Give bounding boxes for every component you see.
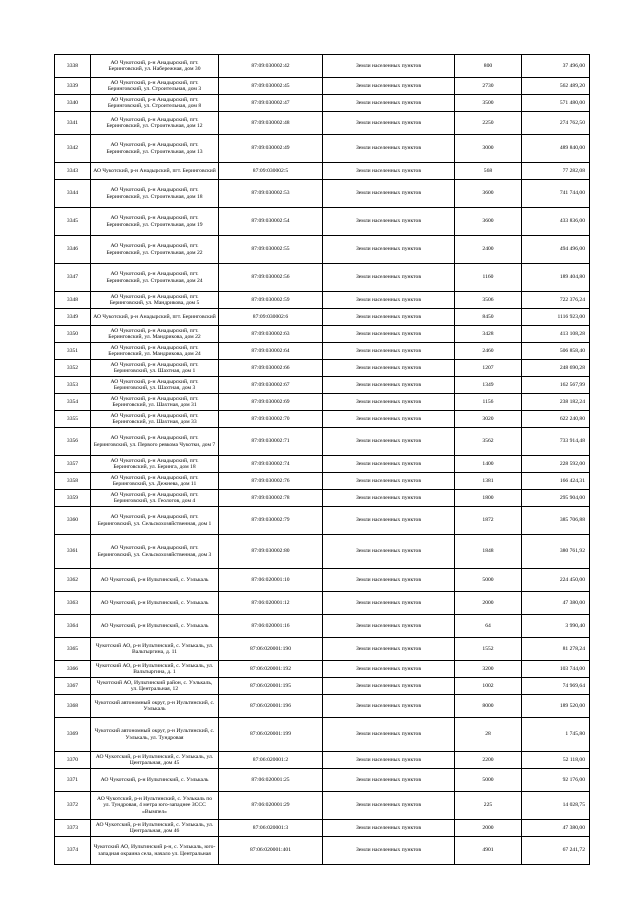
address-cell: АО Чукотский, р-н Анадырский, пгт. Беринговский, ул. Мандрикова, дом 24 (91, 343, 219, 360)
address-cell: Чукотский автономный округ, р-н Иультинский, с. Уэлькаль, ул. Тундровая (91, 718, 219, 752)
cadastral-value-cell: 741 744,00 (522, 180, 590, 208)
land-category-cell: Земли населенных пунктов (323, 163, 455, 180)
cadastral-value-cell: 1116 923,00 (522, 309, 590, 326)
table-row (55, 473, 590, 490)
address-cell: АО Чукотский, р-н Анадырский, пгт. Беринговский (91, 163, 219, 180)
address-cell: АО Чукотский, р-н Анадырский, пгт. Беринговский, ул. Строительная, дом 3 (91, 78, 219, 95)
row-number: 3348 (55, 292, 91, 309)
area-cell: 568 (455, 163, 522, 180)
address-cell: АО Чукотский, р-н Анадырский, пгт. Беринговский, ул. Беринга, дом 18 (91, 456, 219, 473)
row-number: 3371 (55, 769, 91, 792)
row-number: 3363 (55, 592, 91, 615)
cadastral-value-cell: 37 496,00 (522, 55, 590, 78)
cadastral-value-cell: 385 706,88 (522, 507, 590, 535)
cadastral-number-cell: 87:09:030002:71 (219, 428, 323, 456)
land-category-cell: Земли населенных пунктов (323, 377, 455, 394)
row-number: 3357 (55, 456, 91, 473)
cadastral-value-cell: 67 241,72 (522, 837, 590, 865)
cadastral-value-cell: 413 108,28 (522, 326, 590, 343)
row-number: 3355 (55, 411, 91, 428)
land-category-cell: Земли населенных пунктов (323, 678, 455, 695)
land-category-cell: Земли населенных пунктов (323, 473, 455, 490)
address-cell: АО Чукотский, р-н Анадырский, пгт. Беринговский (91, 309, 219, 326)
address-cell: Чукотский АО, р-н Иультинский, с. Уэлькаль, ул. Вальтыргина, д. 11 (91, 638, 219, 661)
cadastral-value-cell: 274 762,50 (522, 112, 590, 135)
cadastral-number-cell: 87:09:030002:64 (219, 343, 323, 360)
row-number: 3365 (55, 638, 91, 661)
table-row (55, 180, 590, 208)
cadastral-number-cell: 87:09:030002:74 (219, 456, 323, 473)
cadastral-value-cell: 228 592,00 (522, 456, 590, 473)
area-cell: 2460 (455, 343, 522, 360)
row-number: 3347 (55, 264, 91, 292)
row-number: 3360 (55, 507, 91, 535)
land-category-cell: Земли населенных пунктов (323, 394, 455, 411)
land-category-cell: Земли населенных пунктов (323, 180, 455, 208)
address-cell: Чукотский АО, Иультинский р-н, с. Уэлькаль, юго-западная окраина села, начало ул. Центральная (91, 837, 219, 865)
area-cell: 3428 (455, 326, 522, 343)
row-number: 3351 (55, 343, 91, 360)
cadastral-number-cell: 87:09:030002:69 (219, 394, 323, 411)
cadastral-number-cell: 87:09:030002:76 (219, 473, 323, 490)
cadastral-value-cell: 622 240,80 (522, 411, 590, 428)
address-cell: АО Чукотский, р-н Анадырский, пгт. Беринговский, ул. Шахтная, дом 1 (91, 360, 219, 377)
area-cell: 1002 (455, 678, 522, 695)
table-row (55, 535, 590, 569)
area-cell: 8450 (455, 309, 522, 326)
area-cell: 1872 (455, 507, 522, 535)
address-cell: АО Чукотский, р-н Иультинский, с. Уэлькаль, ул. Центральная, дом 46 (91, 820, 219, 837)
cadastral-value-cell: 162 567,99 (522, 377, 590, 394)
row-number: 3349 (55, 309, 91, 326)
cadastral-number-cell: 87:09:030002:59 (219, 292, 323, 309)
cadastral-value-cell: 47 380,00 (522, 592, 590, 615)
cadastral-number-cell: 87:09:030002:80 (219, 535, 323, 569)
cadastral-number-cell: 87:09:030002:55 (219, 236, 323, 264)
area-cell: 3600 (455, 208, 522, 236)
cadastral-value-cell: 224 450,00 (522, 569, 590, 592)
area-cell: 3200 (455, 661, 522, 678)
address-cell: АО Чукотский, р-н Анадырский, пгт. Беринговский, ул. Строительная, дом 19 (91, 208, 219, 236)
cadastral-number-cell: 87:06:020001:192 (219, 661, 323, 678)
land-category-cell: Земли населенных пунктов (323, 792, 455, 820)
cadastral-number-cell: 87:06:020001:196 (219, 695, 323, 718)
land-category-cell: Земли населенных пунктов (323, 535, 455, 569)
cadastral-number-cell: 87:09:030002:47 (219, 95, 323, 112)
cadastral-value-cell: 74 969,64 (522, 678, 590, 695)
table-row (55, 163, 590, 180)
cadastral-value-cell: 380 761,92 (522, 535, 590, 569)
cadastral-value-cell: 433 836,00 (522, 208, 590, 236)
land-category-cell: Земли населенных пунктов (323, 661, 455, 678)
land-category-cell: Земли населенных пунктов (323, 769, 455, 792)
table-row (55, 343, 590, 360)
cadastral-number-cell: 87:09:030002:66 (219, 360, 323, 377)
row-number: 3344 (55, 180, 91, 208)
address-cell: АО Чукотский, р-н Анадырский, пгт. Беринговский, ул. Строительная, дом 22 (91, 236, 219, 264)
cadastral-value-cell: 733 914,48 (522, 428, 590, 456)
area-cell: 1400 (455, 456, 522, 473)
address-cell: АО Чукотский, р-н Анадырский, пгт. Беринговский, ул. Шахтная, дом 31 (91, 394, 219, 411)
land-category-cell: Земли населенных пунктов (323, 135, 455, 163)
land-category-cell: Земли населенных пунктов (323, 837, 455, 865)
area-cell: 5000 (455, 769, 522, 792)
table-row (55, 236, 590, 264)
cadastral-value-cell: 295 904,00 (522, 490, 590, 507)
row-number: 3354 (55, 394, 91, 411)
land-category-cell: Земли населенных пунктов (323, 264, 455, 292)
land-category-cell: Земли населенных пунктов (323, 95, 455, 112)
cadastral-number-cell: 87:09:030002:45 (219, 78, 323, 95)
cadastral-value-cell: 92 176,00 (522, 769, 590, 792)
row-number: 3345 (55, 208, 91, 236)
row-number: 3346 (55, 236, 91, 264)
table-row (55, 112, 590, 135)
cadastral-number-cell: 87:09:030002:53 (219, 180, 323, 208)
cadastral-number-cell: 87:09:030002:48 (219, 112, 323, 135)
cadastral-value-cell: 489 840,00 (522, 135, 590, 163)
cadastral-number-cell: 87:06:020001:199 (219, 718, 323, 752)
cadastral-number-cell: 87:06:020001:195 (219, 678, 323, 695)
area-cell: 3020 (455, 411, 522, 428)
table-row (55, 292, 590, 309)
area-cell: 5000 (455, 569, 522, 592)
address-cell: АО Чукотский, р-н Анадырский, пгт. Беринговский, ул. Строительная, дом 12 (91, 112, 219, 135)
land-category-cell: Земли населенных пунктов (323, 752, 455, 769)
land-category-cell: Земли населенных пунктов (323, 615, 455, 638)
table-body (55, 55, 590, 865)
cadastral-value-cell: 47 380,00 (522, 820, 590, 837)
row-number: 3369 (55, 718, 91, 752)
table-row (55, 507, 590, 535)
row-number: 3358 (55, 473, 91, 490)
table-row (55, 592, 590, 615)
area-cell: 2250 (455, 112, 522, 135)
row-number: 3356 (55, 428, 91, 456)
row-number: 3340 (55, 95, 91, 112)
land-category-cell: Земли населенных пунктов (323, 507, 455, 535)
cadastral-number-cell: 87:06:020001:3 (219, 820, 323, 837)
area-cell: 3600 (455, 180, 522, 208)
area-cell: 1160 (455, 264, 522, 292)
address-cell: АО Чукотский, р-н Анадырский, пгт. Беринговский, ул. Сельскохозяйственная, дом 1 (91, 507, 219, 535)
row-number: 3342 (55, 135, 91, 163)
table-row (55, 208, 590, 236)
cadastral-value-cell: 562 489,20 (522, 78, 590, 95)
land-plots-table (54, 54, 590, 865)
table-row (55, 678, 590, 695)
cadastral-value-cell: 506 858,40 (522, 343, 590, 360)
address-cell: АО Чукотский, р-н Иультинский, с. Уэлькаль (91, 615, 219, 638)
address-cell: АО Чукотский, р-н Анадырский, пгт. Беринговский, ул. Дежнева, дом 11 (91, 473, 219, 490)
address-cell: АО Чукотский, р-н Анадырский, пгт. Беринговский, ул. Геологов, дом 4 (91, 490, 219, 507)
land-category-cell: Земли населенных пунктов (323, 428, 455, 456)
area-cell: 3506 (455, 292, 522, 309)
land-category-cell: Земли населенных пунктов (323, 360, 455, 377)
cadastral-value-cell: 248 690,28 (522, 360, 590, 377)
address-cell: АО Чукотский, р-н Анадырский, пгт. Беринговский, ул. Строительная, дом 24 (91, 264, 219, 292)
row-number: 3366 (55, 661, 91, 678)
area-cell: 1156 (455, 394, 522, 411)
address-cell: Чукотский АО, р-н Иультинский, с. Уэлькаль, ул. Вальтыргина, д. 1 (91, 661, 219, 678)
cadastral-number-cell: 87:06:020001:401 (219, 837, 323, 865)
land-category-cell: Земли населенных пунктов (323, 638, 455, 661)
cadastral-number-cell: 87:09:030002:67 (219, 377, 323, 394)
cadastral-number-cell: 87:09:030002:56 (219, 264, 323, 292)
row-number: 3338 (55, 55, 91, 78)
document-page (54, 54, 589, 865)
row-number: 3343 (55, 163, 91, 180)
table-row (55, 55, 590, 78)
cadastral-value-cell: 103 744,00 (522, 661, 590, 678)
table-row (55, 695, 590, 718)
area-cell: 1800 (455, 490, 522, 507)
table-row (55, 490, 590, 507)
area-cell: 1552 (455, 638, 522, 661)
land-category-cell: Земли населенных пунктов (323, 55, 455, 78)
cadastral-value-cell: 494 496,00 (522, 236, 590, 264)
area-cell: 2000 (455, 820, 522, 837)
table-row (55, 638, 590, 661)
cadastral-value-cell: 571 480,00 (522, 95, 590, 112)
table-row (55, 360, 590, 377)
table-row (55, 718, 590, 752)
cadastral-value-cell: 189 404,80 (522, 264, 590, 292)
land-category-cell: Земли населенных пунктов (323, 592, 455, 615)
cadastral-number-cell: 87:09:030002:5 (219, 163, 323, 180)
cadastral-number-cell: 87:09:030002:63 (219, 326, 323, 343)
table-row (55, 456, 590, 473)
land-category-cell: Земли населенных пунктов (323, 78, 455, 95)
land-category-cell: Земли населенных пунктов (323, 411, 455, 428)
land-category-cell: Земли населенных пунктов (323, 456, 455, 473)
row-number: 3341 (55, 112, 91, 135)
area-cell: 2730 (455, 78, 522, 95)
cadastral-number-cell: 87:06:020001:2 (219, 752, 323, 769)
cadastral-number-cell: 87:09:030002:70 (219, 411, 323, 428)
cadastral-value-cell: 189 520,00 (522, 695, 590, 718)
row-number: 3367 (55, 678, 91, 695)
cadastral-number-cell: 87:06:020001:16 (219, 615, 323, 638)
cadastral-value-cell: 238 182,24 (522, 394, 590, 411)
row-number: 3364 (55, 615, 91, 638)
land-category-cell: Земли населенных пунктов (323, 490, 455, 507)
table-row (55, 792, 590, 820)
row-number: 3368 (55, 695, 91, 718)
area-cell: 28 (455, 718, 522, 752)
address-cell: Чукотский АО, Иультинский район, с. Уэлькаль, ул. Центральная, 12 (91, 678, 219, 695)
row-number: 3372 (55, 792, 91, 820)
area-cell: 8000 (455, 695, 522, 718)
cadastral-number-cell: 87:06:020001:29 (219, 792, 323, 820)
row-number: 3362 (55, 569, 91, 592)
area-cell: 3562 (455, 428, 522, 456)
cadastral-value-cell: 3 990,40 (522, 615, 590, 638)
address-cell: АО Чукотский, р-н Анадырский, пгт. Беринговский, ул. Мандрикова, дом 22 (91, 326, 219, 343)
cadastral-number-cell: 87:06:020001:25 (219, 769, 323, 792)
row-number: 3359 (55, 490, 91, 507)
table-row (55, 78, 590, 95)
address-cell: АО Чукотский, р-н Анадырский, пгт. Беринговский, ул. Сельскохозяйственная, дом 3 (91, 535, 219, 569)
cadastral-number-cell: 87:09:030002:78 (219, 490, 323, 507)
cadastral-value-cell: 52 118,00 (522, 752, 590, 769)
area-cell: 2400 (455, 236, 522, 264)
address-cell: АО Чукотский, р-н Анадырский, пгт. Беринговский, ул. Строительная, дом 8 (91, 95, 219, 112)
address-cell: АО Чукотский, р-н Анадырский, пгт. Беринговский, ул. Строительная, дом 13 (91, 135, 219, 163)
row-number: 3353 (55, 377, 91, 394)
area-cell: 4901 (455, 837, 522, 865)
land-category-cell: Земли населенных пунктов (323, 292, 455, 309)
table-row (55, 411, 590, 428)
area-cell: 800 (455, 55, 522, 78)
table-row (55, 820, 590, 837)
table-row (55, 661, 590, 678)
row-number: 3373 (55, 820, 91, 837)
table-row (55, 769, 590, 792)
cadastral-value-cell: 81 278,24 (522, 638, 590, 661)
address-cell: АО Чукотский, р-н Иультинский, с. Уэлькаль (91, 569, 219, 592)
land-category-cell: Земли населенных пунктов (323, 569, 455, 592)
table-row (55, 837, 590, 865)
area-cell: 2000 (455, 592, 522, 615)
cadastral-number-cell: 87:09:030002:79 (219, 507, 323, 535)
table-row (55, 135, 590, 163)
cadastral-number-cell: 87:06:020001:190 (219, 638, 323, 661)
land-category-cell: Земли населенных пунктов (323, 718, 455, 752)
cadastral-value-cell: 14 028,75 (522, 792, 590, 820)
land-category-cell: Земли населенных пунктов (323, 326, 455, 343)
address-cell: АО Чукотский, р-н Анадырский, пгт. Беринговский, ул. Набережная, дом 30 (91, 55, 219, 78)
address-cell: АО Чукотский, р-н Анадырский, пгт. Беринговский, ул. Шахтная, дом 33 (91, 411, 219, 428)
area-cell: 1349 (455, 377, 522, 394)
cadastral-number-cell: 87:09:030002:6 (219, 309, 323, 326)
cadastral-number-cell: 87:09:030002:42 (219, 55, 323, 78)
land-category-cell: Земли населенных пунктов (323, 820, 455, 837)
row-number: 3350 (55, 326, 91, 343)
row-number: 3339 (55, 78, 91, 95)
address-cell: АО Чукотский, р-н Анадырский, пгт. Беринговский, ул. Мандрикова, дом 5 (91, 292, 219, 309)
address-cell: АО Чукотский, р-н Иультинский, с. Уэлькаль (91, 769, 219, 792)
area-cell: 64 (455, 615, 522, 638)
address-cell: АО Чукотский, р-н Иультинский, с. Уэлькаль по ул. Тундровая, 4 метра юго-западнее ЗССС «Вымпел» (91, 792, 219, 820)
row-number: 3370 (55, 752, 91, 769)
cadastral-number-cell: 87:09:030002:54 (219, 208, 323, 236)
land-category-cell: Земли населенных пунктов (323, 309, 455, 326)
area-cell: 1381 (455, 473, 522, 490)
table-row (55, 377, 590, 394)
address-cell: АО Чукотский, р-н Анадырский, пгт. Беринговский, ул. Первого ревкома Чукотки, дом 7 (91, 428, 219, 456)
address-cell: АО Чукотский, р-н Иультинский, с. Уэлькаль, ул. Центральная, дом 45 (91, 752, 219, 769)
area-cell: 2200 (455, 752, 522, 769)
land-category-cell: Земли населенных пунктов (323, 236, 455, 264)
table-row (55, 326, 590, 343)
table-row (55, 394, 590, 411)
row-number: 3361 (55, 535, 91, 569)
land-category-cell: Земли населенных пунктов (323, 695, 455, 718)
table-row (55, 569, 590, 592)
table-row (55, 309, 590, 326)
area-cell: 225 (455, 792, 522, 820)
table-row (55, 428, 590, 456)
cadastral-number-cell: 87:06:020001:10 (219, 569, 323, 592)
cadastral-value-cell: 77 282,08 (522, 163, 590, 180)
area-cell: 3500 (455, 95, 522, 112)
row-number: 3374 (55, 837, 91, 865)
table-row (55, 752, 590, 769)
address-cell: Чукотский автономный округ, р-н Иультинский, с. Уэлькаль (91, 695, 219, 718)
table-row (55, 95, 590, 112)
land-category-cell: Земли населенных пунктов (323, 208, 455, 236)
row-number: 3352 (55, 360, 91, 377)
cadastral-value-cell: 1 745,80 (522, 718, 590, 752)
cadastral-number-cell: 87:06:020001:12 (219, 592, 323, 615)
table-row (55, 615, 590, 638)
area-cell: 1207 (455, 360, 522, 377)
land-category-cell: Земли населенных пунктов (323, 343, 455, 360)
address-cell: АО Чукотский, р-н Иультинский, с. Уэлькаль (91, 592, 219, 615)
cadastral-value-cell: 722 376,24 (522, 292, 590, 309)
cadastral-value-cell: 166 424,31 (522, 473, 590, 490)
area-cell: 3000 (455, 135, 522, 163)
area-cell: 1848 (455, 535, 522, 569)
cadastral-number-cell: 87:09:030002:49 (219, 135, 323, 163)
address-cell: АО Чукотский, р-н Анадырский, пгт. Беринговский, ул. Строительная, дом 18 (91, 180, 219, 208)
land-category-cell: Земли населенных пунктов (323, 112, 455, 135)
address-cell: АО Чукотский, р-н Анадырский, пгт. Беринговский, ул. Шахтная, дом 3 (91, 377, 219, 394)
table-row (55, 264, 590, 292)
